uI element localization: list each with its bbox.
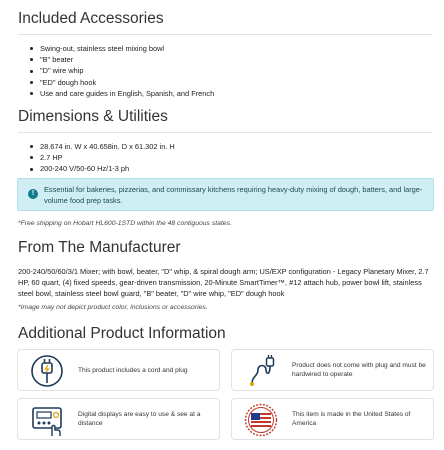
info-card-digital-display: [17, 398, 220, 440]
info-card-text: Product does not come with plug and must be hardwired to operate: [292, 362, 426, 378]
usage-notice: [17, 178, 434, 211]
plug-icon: [30, 354, 64, 388]
list-item: 2.7 HP: [40, 152, 432, 163]
info-card-cord-plug: [17, 349, 220, 391]
list-item: Use and care guides in English, Spanish, and French: [40, 88, 432, 99]
dimensions-list: [18, 141, 432, 175]
additional-info-heading: Additional Product Information: [18, 325, 226, 342]
manufacturer-heading: From The Manufacturer: [18, 239, 181, 256]
info-card-text: This product includes a cord and plug: [78, 366, 188, 374]
usa-flag-icon: [244, 403, 278, 437]
list-item: 28.674 in. W x 40.658in. D x 61.302 in. H: [40, 141, 432, 152]
dimensions-section: [18, 108, 432, 175]
additional-info-section: [18, 325, 432, 343]
manufacturer-description: 200-240/50/60/3/1 Mixer; with bowl, beater, "D" whip, & spiral dough arm; US/EXP configuration - Legacy Planetary Mixer, 2.7 HP, 60 quart, (4) fixed speeds, gear-driven transmission, 20-Minute SmartTimer™, #12 attach hub, power bowl lift, stainless steel bowl, stainless steel bowl guard, "B" beater, "D" wire whip, "ED" dough hook: [18, 267, 429, 299]
info-card-text: This item is made in the United States of America: [292, 411, 411, 427]
digital-display-icon: [30, 403, 64, 437]
included-accessories-heading: Included Accessories: [18, 10, 164, 27]
shipping-note: *Free shipping on Hobart HL600-1STD within the 48 contiguous states.: [18, 220, 232, 227]
divider: [18, 132, 432, 133]
list-item: "ED" dough hook: [40, 77, 432, 88]
list-item: Swing-out, stainless steel mixing bowl: [40, 43, 432, 54]
info-icon: !: [28, 189, 38, 199]
image-note: *Image may not depict product color, inclusions or accessories.: [18, 303, 208, 311]
info-card-made-in-usa: [231, 398, 434, 440]
included-accessories-list: [18, 43, 432, 99]
list-item: "B" beater: [40, 54, 432, 65]
dimensions-heading: Dimensions & Utilities: [18, 108, 168, 125]
info-card-text: Digital displays are easy to use & see at a distance: [78, 411, 201, 427]
list-item: "D" wire whip: [40, 65, 432, 76]
manufacturer-section: [18, 239, 432, 311]
info-card-hardwired: [231, 349, 434, 391]
divider: [18, 34, 432, 35]
included-accessories-section: [18, 10, 432, 99]
hardwire-icon: [244, 354, 278, 388]
usage-notice-text: Essential for bakeries, pizzerias, and commissary kitchens requiring heavy-duty mixing of dough, batters, and large-volume food prep tasks.: [44, 185, 423, 205]
list-item: 200-240 V/50-60 Hz/1-3 ph: [40, 163, 432, 174]
